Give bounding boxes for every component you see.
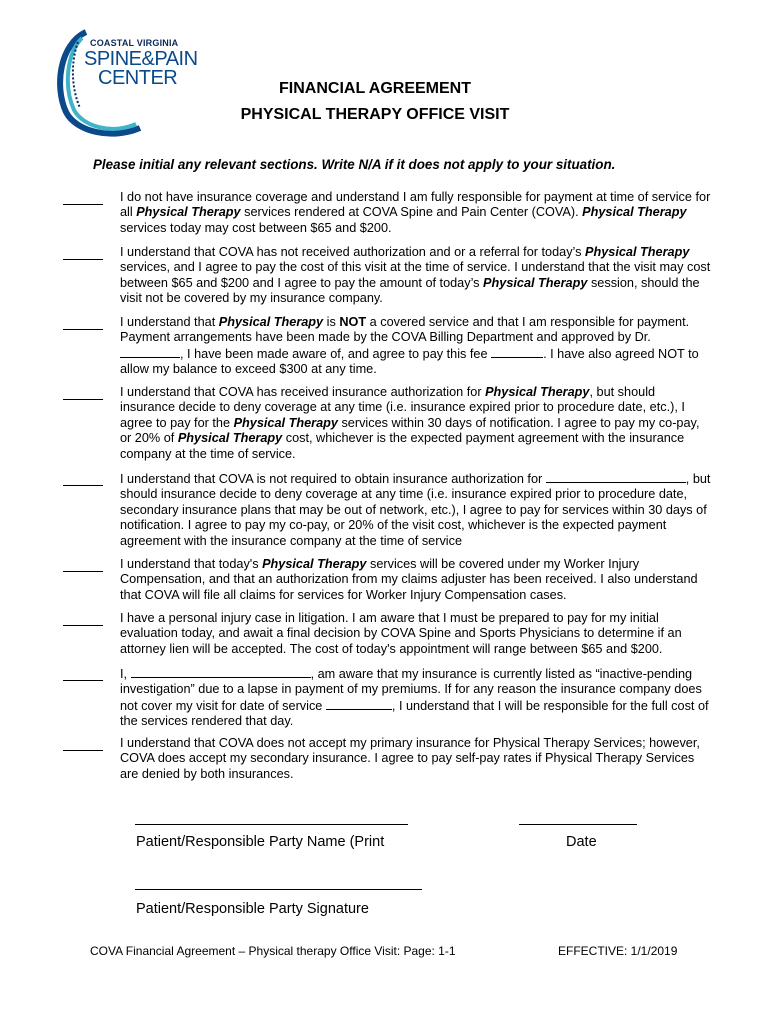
fill-in-blank[interactable] [491, 346, 543, 358]
name-label: Patient/Responsible Party Name (Print [136, 834, 385, 850]
emphasized-term: Physical Therapy [218, 315, 324, 329]
cova-logo [52, 28, 198, 140]
fill-in-blank[interactable] [326, 698, 392, 710]
logo-line-1: COASTAL VIRGINIA [90, 38, 179, 48]
document-title: FINANCIAL AGREEMENT [279, 80, 471, 97]
agreement-item [63, 736, 713, 782]
item-text: I understand that COVA has received insurance authorization for Physical Therapy, but should insurance decide to deny coverage at any time (i.e. insurance expired prior to procedure date, etc.), I agree to pay for the Physical Therapy services within 30 days of notification. I agree to pay my co-pay, or 20% of Physical Therapy cost, whichever is the expected payment agreement with the insurance company at the time of service. [120, 385, 700, 461]
agreement-item [63, 666, 713, 730]
agreement-item [63, 385, 713, 462]
item-text: I do not have insurance coverage and understand I am fully responsible for payment at time of service for all Physical Therapy services rendered at COVA Spine and Pain Center (COVA). Physical Therapy services today may cost between $65 and $200. [120, 190, 711, 235]
item-text: I understand that COVA does not accept my primary insurance for Physical Therapy Services; however, COVA does accept my secondary insurance. I agree to pay self-pay rates if Physical Therapy Services are denied by both insurances. [120, 736, 700, 781]
emphasized-term: Physical Therapy [483, 275, 588, 290]
document-subtitle: PHYSICAL THERAPY OFFICE VISIT [240, 106, 510, 123]
logo-line-3: CENTER [98, 67, 178, 89]
signature-label: Patient/Responsible Party Signature [136, 901, 369, 917]
emphasized-term: Physical Therapy [582, 205, 687, 220]
emphasized-term: Physical Therapy [262, 557, 367, 571]
emphasized-term: Physical Therapy [177, 431, 283, 446]
fill-in-blank[interactable] [546, 471, 686, 483]
signature-line[interactable] [135, 889, 422, 890]
agreement-item [63, 471, 713, 549]
agreement-item [63, 611, 713, 657]
fill-in-blank[interactable] [120, 346, 180, 358]
emphasized-word: NOT [339, 315, 367, 329]
item-text: I, , am aware that my insurance is currently listed as “inactive-pending investigation” due to a lapse in payment of my premiums. If for any reason the insurance company does not cover my visit for date of service , I understand that I will be responsible for the full cost of the services rendered that day. [120, 667, 709, 729]
agreement-item [63, 245, 713, 307]
emphasized-term: Physical Therapy [136, 205, 241, 220]
agreement-item [63, 557, 713, 603]
item-text: I understand that Physical Therapy is NOT a covered service and that I am responsible for payment. Payment arrangements have been made by the COVA Billing Department and approved by Dr. , I have been made aware of, and agree to pay this fee . I have also agreed NOT to allow my balance to exceed $300 at any time. [120, 315, 699, 377]
item-text: I understand that COVA is not required to obtain insurance authorization for , but should insurance decide to deny coverage at any time (i.e. insurance expired prior to procedure date, secondary insurance plans that may be out of network, etc.), I agree to pay for services within 30 days of notification. I agree to pay my co-pay, or 20% of the visit cost, whichever is the expected payment agreement with the insurance company at the time of service [120, 472, 711, 548]
item-text: I have a personal injury case in litigation. I am aware that I must be prepared to pay for my initial evaluation today, and await a final decision by COVA Spine and Sports Physicians to determine if an attorney lien will be accepted. The cost of today's appointment will range between $65 and $200. [120, 611, 682, 656]
date-signature-line[interactable] [519, 824, 637, 825]
fill-in-blank[interactable] [131, 666, 311, 678]
agreement-item [63, 315, 713, 378]
name-signature-line[interactable] [135, 824, 408, 825]
date-label: Date [566, 834, 597, 850]
emphasized-term: Physical Therapy [233, 415, 338, 430]
emphasized-term: Physical Therapy [585, 245, 690, 259]
instructions: Please initial any relevant sections. Write N/A if it does not apply to your situation. [93, 157, 616, 172]
agreement-item [63, 190, 713, 236]
footer-left: COVA Financial Agreement – Physical therapy Office Visit: Page: 1-1 [90, 944, 456, 958]
logo-line-2: SPINE&PAIN [84, 48, 198, 70]
item-text: I understand that today's Physical Therapy services will be covered under my Worker Injury Compensation, and that an authorization from my claims adjuster has been received. I also understand that COVA will file all claims for services for Worker Injury Compensation cases. [120, 557, 698, 602]
item-text: I understand that COVA has not received authorization and or a referral for today’s Physical Therapy services, and I agree to pay the cost of this visit at the time of service. I understand that the visit may cost between $65 and $200 and I agree to pay the amount of today’s Physical Therapy session, should the visit not be covered by my insurance company. [120, 245, 711, 306]
emphasized-term: Physical Therapy [485, 385, 590, 399]
footer-right: EFFECTIVE: 1/1/2019 [558, 944, 678, 958]
